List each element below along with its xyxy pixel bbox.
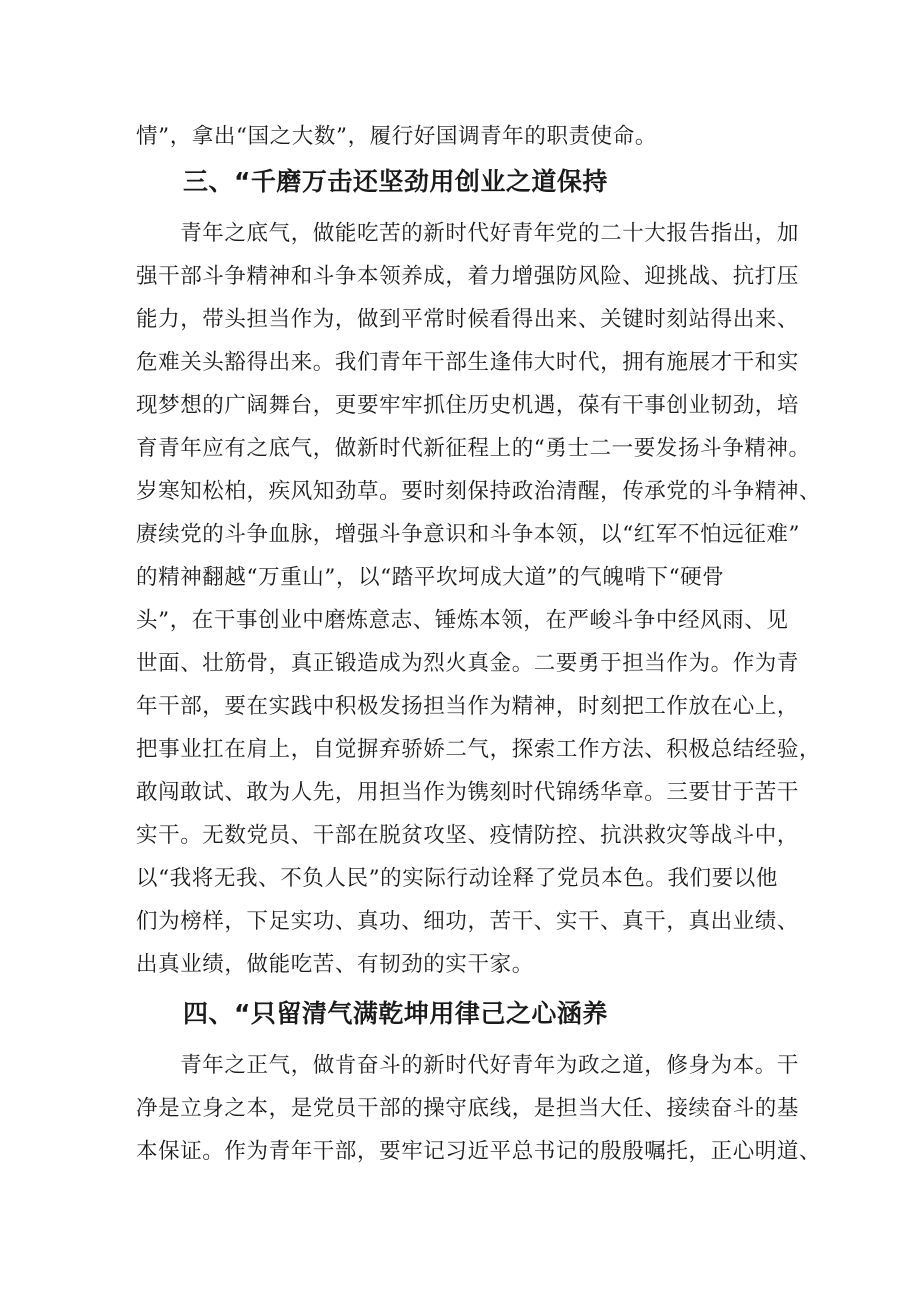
- paragraph-line: 把事业扛在肩上，自觉摒弃骄娇二气，探索工作方法、积极总结经验，: [136, 737, 822, 762]
- paragraph-line: 青年之正气，做肯奋斗的新时代好青年为政之道，修身为本。干: [136, 1053, 800, 1078]
- paragraph-line: 实干。无数党员、干部在脱贫攻坚、疫情防控、抗洪救灾等战斗中，: [136, 823, 800, 848]
- paragraph-line: 敢闯敢试、敢为人先，用担当作为镌刻时代锦绣华章。三要甘于苦干: [136, 780, 800, 805]
- paragraph-line: 以“我将无我、不负人民”的实际行动诠释了党员本色。我们要以他: [136, 866, 778, 891]
- section-heading-3: 三、“千磨万击还坚劲用创业之道保持: [183, 167, 608, 196]
- paragraph-line: 赓续党的斗争血脉，增强斗争意识和斗争本领，以“红军不怕远征难”: [136, 522, 801, 547]
- paragraph-line: 能力，带头担当作为，做到平常时候看得出来、关键时刻站得出来、: [136, 307, 800, 332]
- paragraph-line: 本保证。作为青年干部，要牢记习近平总书记的殷殷嘱托，正心明道、: [136, 1139, 822, 1164]
- paragraph-line: 岁寒知松柏，疾风知劲草。要时刻保持政治清醒，传承党的斗争精神、: [136, 479, 822, 504]
- paragraph-line: 净是立身之本，是党员干部的操守底线，是担当大任、接续奋斗的基: [136, 1096, 800, 1121]
- paragraph-line: 青年之底气，做能吃苦的新时代好青年党的二十大报告指出，加: [136, 221, 800, 246]
- paragraph-line: 育青年应有之底气，做新时代新征程上的“勇士二一要发扬斗争精神。: [136, 436, 811, 461]
- paragraph-line: 情”，拿出“国之大数”，履行好国调青年的职责使命。: [136, 124, 657, 149]
- paragraph-line: 出真业绩，做能吃苦、有韧劲的实干家。: [136, 952, 534, 977]
- paragraph-line: 世面、壮筋骨，真正锻造成为烈火真金。二要勇于担当作为。作为青: [136, 651, 800, 676]
- paragraph-line: 头”，在干事创业中磨炼意志、锤炼本领，在严峻斗争中经风雨、见: [136, 608, 789, 633]
- paragraph-line: 危难关头豁得出来。我们青年干部生逢伟大时代，拥有施展才干和实: [136, 350, 800, 375]
- paragraph-line: 的精神翻越“万重山”，以“踏平坎坷成大道”的气魄啃下“硬骨: [136, 565, 725, 590]
- paragraph-line: 年干部，要在实践中积极发扬担当作为精神，时刻把工作放在心上，: [136, 694, 800, 719]
- paragraph-line: 现梦想的广阔舞台，更要牢牢抓住历史机遇，葆有干事创业韧劲，培: [136, 393, 800, 418]
- paragraph-line: 们为榜样，下足实功、真功、细功，苦干、实干、真干，真出业绩、: [136, 909, 800, 934]
- section-heading-4: 四、“只留清气满乾坤用律己之心涵养: [183, 999, 608, 1028]
- paragraph-line: 强干部斗争精神和斗争本领养成，着力增强防风险、迎挑战、抗打压: [136, 264, 800, 289]
